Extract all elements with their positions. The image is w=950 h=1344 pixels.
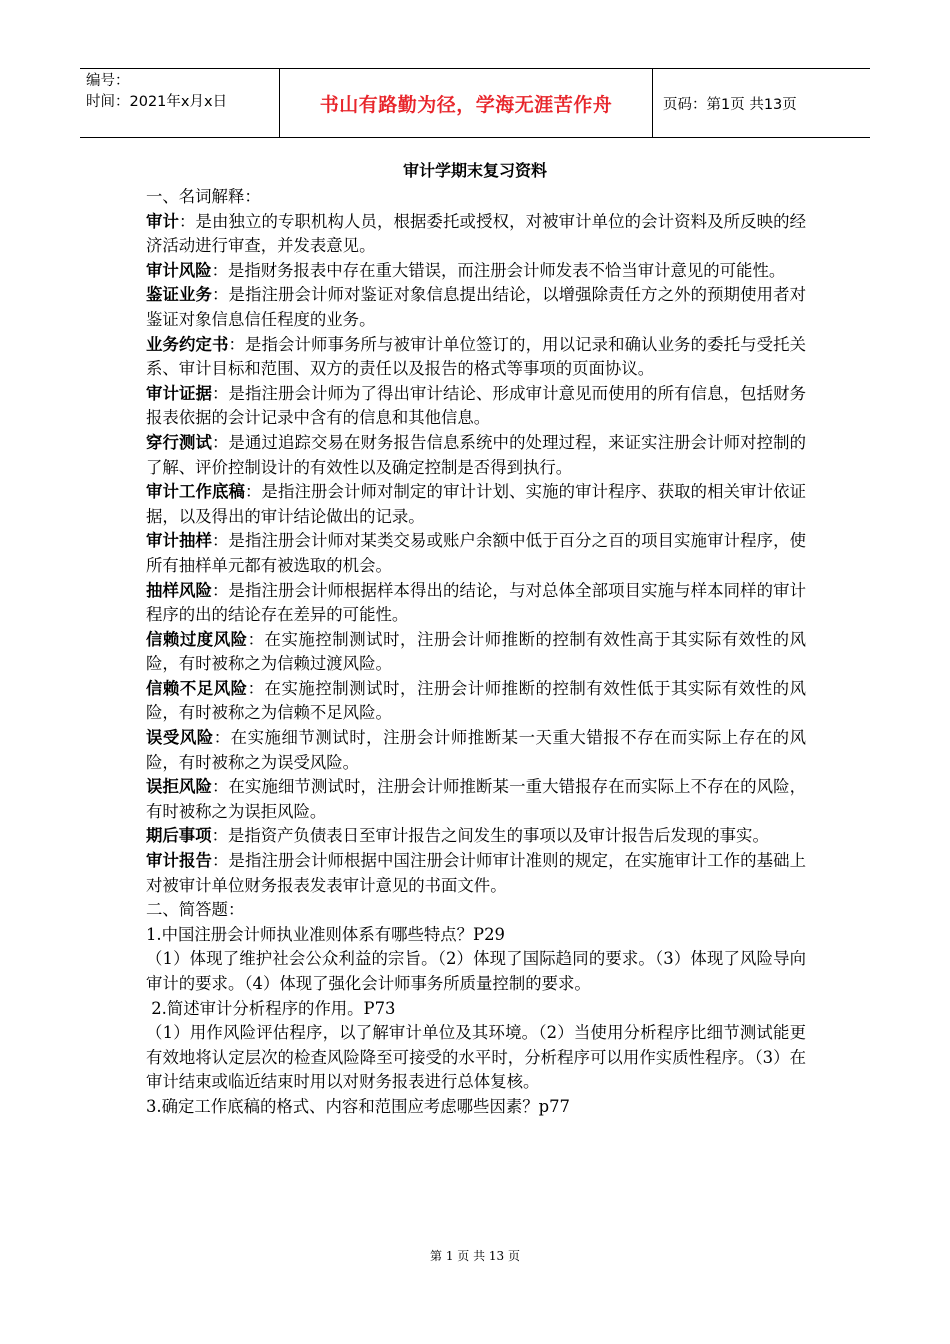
definition-text: ：是指资产负债表日至审计报告之间发生的事项以及审计报告后发现的事实。	[211, 826, 769, 846]
definition-term: 审计工作底稿	[146, 482, 246, 502]
definition-item	[146, 210, 806, 259]
definition-item	[146, 382, 806, 431]
number-label: 编号：	[86, 73, 130, 89]
definition-text: ：在实施控制测试时，注册会计师推断的控制有效性低于其实际有效性的风险，有时被称之为信赖不足风险。	[146, 678, 807, 723]
document-body	[146, 185, 806, 1120]
question: 2.简述审计分析程序的作用。P73	[146, 998, 396, 1018]
question: 3.确定工作底稿的格式、内容和范围应考虑哪些因素？p77	[146, 1096, 570, 1116]
definition-text: ：在实施控制测试时，注册会计师推断的控制有效性高于其实际有效性的风险，有时被称之为信赖过渡风险。	[146, 629, 807, 674]
definition-item	[146, 677, 806, 726]
definition-text: ：是指注册会计师对制定的审计计划、实施的审计程序、获取的相关审计依证据，以及得出的审计结论做出的记录。	[146, 482, 807, 526]
definition-term: 审计	[146, 211, 180, 231]
definition-item	[146, 824, 806, 849]
header-page-info: 页码：第1页 共13页	[663, 96, 797, 113]
definition-item	[146, 431, 806, 480]
definition-term: 审计风险	[146, 260, 212, 280]
definition-text: ：是指注册会计师根据中国注册会计师审计准则的规定，在实施审计工作的基础上对被审计单位财务报表发表审计意见的书面文件。	[146, 851, 807, 895]
definition-term: 审计证据	[146, 383, 213, 403]
definition-text: ：是指注册会计师为了得出审计结论、形成审计意见而使用的所有信息，包括财务报表依据的会计记录中含有的信息和其他信息。	[146, 383, 807, 428]
definition-text: ：是通过追踪交易在财务报告信息系统中的处理过程，来证实注册会计师对控制的了解、评价控制设计的有效性以及确定控制是否得到执行。	[146, 432, 807, 477]
section-heading-short-answer: 二、简答题：	[146, 900, 245, 920]
qa-list	[146, 923, 806, 1120]
definition-item	[146, 849, 806, 898]
definition-term: 鉴证业务	[146, 285, 213, 305]
definition-item	[146, 480, 806, 529]
time-label: 时间：2021年x月x日	[86, 94, 228, 110]
document-title: 审计学期末复习资料	[402, 161, 547, 180]
definition-text: ：是指注册会计师根据样本得出的结论，与对总体全部项目实施与样本同样的审计程序的出的结论存在差异的可能性。	[146, 580, 807, 625]
definition-term: 误受风险	[146, 728, 214, 748]
answer: （1）体现了维护社会公众利益的宗旨。（2）体现了国际趋同的要求。（3）体现了风险导向审计的要求。（4）体现了强化会计师事务所质量控制的要求。	[146, 949, 806, 993]
definition-item	[146, 333, 806, 382]
definition-item	[146, 283, 806, 332]
definition-term: 抽样风险	[146, 580, 213, 600]
definition-item	[146, 579, 806, 628]
definition-term: 期后事项	[146, 826, 212, 846]
definition-item	[146, 259, 806, 284]
section-heading-definitions: 一、名词解释：	[146, 187, 261, 206]
header-motto: 书山有路勤为径，学海无涯苦作舟	[280, 69, 653, 137]
definition-text: ：是指注册会计师对某类交易或账户余额中低于百分之百的项目实施审计程序，使所有抽样单元都有被选取的机会。	[146, 531, 807, 575]
page-footer: 第 1 页 共 13 页	[430, 1249, 520, 1263]
definition-term: 审计抽样	[146, 531, 213, 551]
definition-term: 信赖不足风险	[146, 678, 248, 698]
definition-text: ：在实施细节测试时，注册会计师推断某一重大错报存在而实际上不存在的风险，有时被称之为误拒风险。	[146, 777, 807, 821]
definitions-list	[146, 210, 806, 899]
definition-text: ：是指财务报表中存在重大错误，而注册会计师发表不恰当审计意见的可能性。	[211, 260, 786, 280]
definition-term: 误拒风险	[146, 777, 213, 797]
definition-text: ：是由独立的专职机构人员，根据委托或授权，对被审计单位的会计资料及所反映的经济活动进行审查，并发表意见。	[146, 211, 807, 256]
answer: （1）用作风险评估程序，以了解审计单位及其环境。（2）当使用分析程序比细节测试能更有效地将认定层次的检查风险降至可接受的水平时，分析程序可以用作实质性程序。（3）在审计结束或临近结束时用以对财务报表进行总体复核。	[146, 1023, 806, 1092]
question: 1.中国注册会计师执业准则体系有哪些特点？P29	[146, 924, 505, 944]
header-table	[80, 68, 870, 138]
definition-term: 穿行测试	[146, 432, 213, 452]
definition-text: ：是指注册会计师对鉴证对象信息提出结论，以增强除责任方之外的预期使用者对鉴证对象信息信任程度的业务。	[146, 285, 807, 329]
definition-item	[146, 628, 806, 677]
definition-item	[146, 529, 806, 578]
definition-text: ：是指会计师事务所与被审计单位签订的，用以记录和确认业务的委托与受托关系、审计目标和范围、双方的责任以及报告的格式等事项的页面协议。	[146, 334, 806, 379]
definition-term: 信赖过度风险	[146, 629, 248, 649]
definition-text: ：在实施细节测试时，注册会计师推断某一天重大错报不存在而实际上存在的风险，有时被称之为误受风险。	[146, 728, 806, 772]
definition-item	[146, 726, 806, 775]
definition-item	[146, 775, 806, 824]
definition-term: 审计报告	[146, 851, 213, 871]
header-meta	[80, 69, 280, 137]
definition-term: 业务约定书	[146, 334, 229, 354]
